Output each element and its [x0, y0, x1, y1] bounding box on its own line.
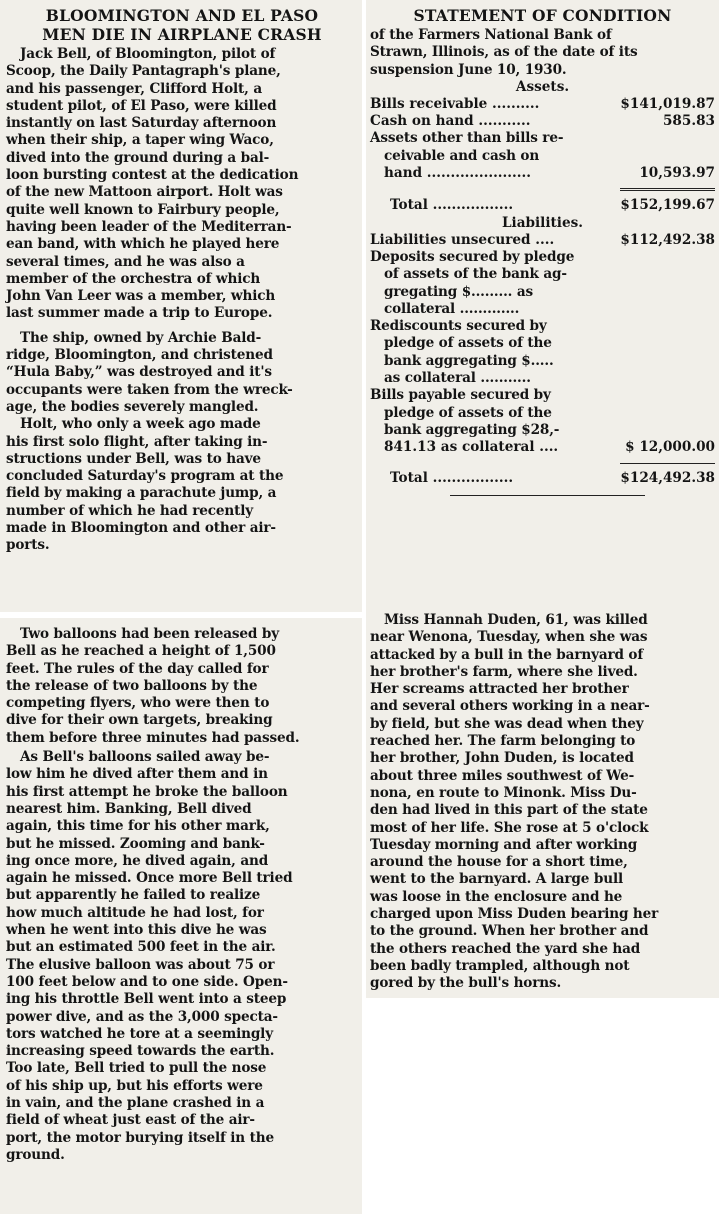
text-line: and several others working in a near-	[370, 698, 650, 715]
text-line: Bills payable secured by	[370, 387, 551, 404]
text-line: quite well known to Fairbury people,	[6, 201, 280, 218]
text-line: his first solo flight, after taking in-	[6, 433, 268, 450]
text-line: the release of two balloons by the	[6, 677, 258, 694]
liability-label: Liabilities unsecured ....	[370, 231, 555, 248]
paragraph	[6, 330, 358, 416]
text-line: bank aggregating $.....	[384, 352, 554, 369]
paragraph	[6, 46, 358, 323]
text-line: student pilot, of El Paso, were killed	[6, 97, 277, 114]
text-line: ports.	[6, 537, 50, 554]
text-line: Miss Hannah Duden, 61, was killed	[384, 612, 648, 628]
bank-statement	[366, 0, 719, 608]
text-line: ing once more, he dived again, and	[6, 852, 269, 869]
text-line: concluded Saturday's program at the	[6, 468, 284, 485]
text-line: but apparently he failed to realize	[6, 887, 261, 904]
rediscounts-entry	[370, 318, 715, 387]
paragraph	[6, 626, 358, 747]
text-line: and his passenger, Clifford Holt, a	[6, 80, 262, 97]
total-amount: $124,492.38	[620, 469, 715, 486]
text-line: Her screams attracted her brother	[370, 681, 629, 698]
article-airplane-crash-continued	[0, 618, 362, 1214]
liability-amount: $112,492.38	[620, 231, 715, 248]
text-line: structions under Bell, was to have	[6, 450, 261, 467]
text-line: Too late, Bell tried to pull the nose	[6, 1060, 267, 1077]
paragraph	[6, 749, 358, 1164]
total-label: Total .................	[390, 469, 514, 486]
section-rule	[450, 495, 645, 496]
text-line: The elusive balloon was about 75 or	[6, 956, 275, 973]
text-line: field by making a parachute jump, a	[6, 485, 277, 502]
text-line: number of which he had recently	[6, 502, 253, 519]
text-line: 100 feet below and to one side. Open-	[6, 973, 288, 990]
headline	[6, 6, 358, 44]
text-line: having been leader of the Mediterran-	[6, 218, 292, 235]
paragraph	[370, 612, 715, 993]
liabilities-heading: Liabilities.	[501, 214, 583, 231]
text-line: several times, and he was also a	[6, 253, 245, 270]
text-line: bank aggregating $28,-	[384, 421, 560, 438]
text-line: gored by the bull's horns.	[370, 975, 562, 992]
text-line: near Wenona, Tuesday, when she was	[370, 629, 648, 646]
text-line: them before three minutes had passed.	[6, 729, 300, 746]
text-line: last summer made a trip to Europe.	[6, 305, 273, 322]
text-line: member of the orchestra of which	[6, 270, 261, 287]
asset-amount: $141,019.87	[620, 95, 715, 112]
text-line: been badly trampled, although not	[370, 957, 630, 974]
text-line: by field, but she was dead when they	[370, 715, 644, 732]
text-line: ing his throttle Bell went into a steep	[6, 991, 287, 1008]
text-line: pledge of assets of the	[384, 404, 552, 421]
total-rule	[620, 463, 715, 464]
text-line: ridge, Bloomington, and christened	[6, 347, 273, 364]
text-line: loon bursting contest at the dedication	[6, 167, 299, 184]
asset-row	[370, 165, 715, 182]
total-rule	[620, 188, 715, 191]
text-line: nona, en route to Minonk. Miss Du-	[370, 784, 637, 801]
text-line: again he missed. Once more Bell tried	[6, 870, 293, 887]
total-label: Total .................	[390, 197, 514, 214]
text-line: of the new Mattoon airport. Holt was	[6, 184, 283, 201]
text-line: his first attempt he broke the balloon	[6, 783, 288, 800]
asset-amount: 10,593.97	[639, 165, 715, 182]
text-line: Jack Bell, of Bloomington, pilot of	[20, 46, 276, 62]
text-line: Deposits secured by pledge	[370, 248, 575, 265]
text-line: the others reached the yard she had	[370, 940, 641, 957]
text-line: dived into the ground during a bal-	[6, 149, 270, 166]
assets-total-row	[370, 197, 715, 214]
text-line: when their ship, a taper wing Waco,	[6, 132, 274, 149]
asset-label: hand ......................	[384, 165, 531, 182]
text-line: Assets other than bills re-	[370, 130, 564, 147]
text-line: when he went into this dive he was	[6, 922, 267, 939]
text-line: collateral .............	[384, 300, 520, 317]
text-line: but an estimated 500 feet in the air.	[6, 939, 276, 956]
text-line: reached her. The farm belonging to	[370, 733, 636, 750]
text-line: about three miles southwest of We-	[370, 767, 635, 784]
article-airplane-crash	[0, 0, 362, 612]
liability-amount: $ 12,000.00	[625, 439, 715, 456]
article-bull-attack	[366, 608, 719, 998]
text-line: again, this time for his other mark,	[6, 818, 270, 835]
text-line: Tuesday morning and after working	[370, 836, 638, 853]
text-line: went to the barnyard. A large bull	[370, 871, 623, 888]
text-line: how much altitude he had lost, for	[6, 904, 264, 921]
liability-row	[370, 232, 715, 249]
text-line: instantly on last Saturday afternoon	[6, 115, 277, 132]
text-line: Rediscounts secured by	[370, 318, 547, 335]
text-line: of the Farmers National Bank of	[370, 27, 612, 43]
text-line: as collateral ...........	[384, 370, 531, 387]
statement-headline: STATEMENT OF CONDITION	[413, 6, 672, 25]
text-line: Bell as he reached a height of 1,500	[6, 643, 276, 660]
liabilities-total-row	[370, 470, 715, 487]
text-line: The ship, owned by Archie Bald-	[20, 329, 262, 346]
text-line: to the ground. When her brother and	[370, 923, 649, 940]
text-line: “Hula Baby,” was destroyed and it's	[6, 364, 272, 381]
text-line: her brother's farm, where she lived.	[370, 663, 638, 680]
liability-row	[370, 439, 715, 456]
asset-other	[370, 130, 715, 165]
asset-label: Cash on hand ...........	[370, 113, 531, 130]
text-line: den had lived in this part of the state	[370, 802, 648, 819]
text-line: Scoop, the Daily Pantagraph's plane,	[6, 63, 281, 80]
text-line: John Van Leer was a member, which	[6, 288, 276, 305]
text-line: dive for their own targets, breaking	[6, 712, 273, 729]
total-amount: $152,199.67	[620, 197, 715, 214]
text-line: most of her life. She rose at 5 o'clock	[370, 819, 649, 836]
asset-row	[370, 113, 715, 130]
text-line: low him he dived after them and in	[6, 766, 268, 783]
text-line: As Bell's balloons sailed away be-	[20, 749, 270, 766]
text-line: ceivable and cash on	[384, 147, 540, 164]
statement-intro	[370, 27, 715, 79]
text-line: competing flyers, who were then to	[6, 695, 270, 712]
assets-heading: Assets.	[515, 78, 570, 95]
text-line: nearest him. Banking, Bell dived	[6, 800, 252, 817]
text-line: increasing speed towards the earth.	[6, 1043, 275, 1060]
text-line: of assets of the bank ag-	[384, 266, 567, 283]
text-line: ean band, with which he played here	[6, 236, 280, 253]
text-line: Strawn, Illinois, as of the date of its	[370, 44, 638, 61]
text-line: tors watched he tore at a seemingly	[6, 1025, 273, 1042]
headline-line: BLOOMINGTON AND EL PASO	[45, 6, 319, 25]
text-line: gregating $......... as	[384, 283, 533, 300]
text-line: was loose in the enclosure and he	[370, 888, 623, 905]
text-line: attacked by a bull in the barnyard of	[370, 646, 644, 663]
text-line: made in Bloomington and other air-	[6, 520, 276, 537]
paragraph	[6, 416, 358, 554]
text-line: pledge of assets of the	[384, 335, 552, 352]
bills-payable-entry	[370, 387, 715, 439]
text-line: occupants were taken from the wreck-	[6, 381, 293, 398]
text-line: field of wheat just east of the air-	[6, 1112, 255, 1129]
text-line: of his ship up, but his efforts were	[6, 1077, 263, 1094]
asset-amount: 585.83	[662, 113, 715, 130]
asset-row	[370, 96, 715, 113]
deposits-entry	[370, 249, 715, 318]
headline-line: MEN DIE IN AIRPLANE CRASH	[42, 25, 322, 44]
text-line: suspension June 10, 1930.	[370, 61, 567, 78]
text-line: ground.	[6, 1146, 65, 1163]
text-line: around the house for a short time,	[370, 854, 628, 871]
text-line: her brother, John Duden, is located	[370, 750, 634, 767]
text-line: charged upon Miss Duden bearing her	[370, 906, 659, 923]
text-line: age, the bodies severely mangled.	[6, 398, 259, 415]
text-line: port, the motor burying itself in the	[6, 1129, 274, 1146]
text-line: but he missed. Zooming and bank-	[6, 835, 265, 852]
text-line: Holt, who only a week ago made	[20, 416, 261, 433]
text-line: power dive, and as the 3,000 specta-	[6, 1008, 278, 1025]
text-line: feet. The rules of the day called for	[6, 660, 269, 677]
text-line: in vain, and the plane crashed in a	[6, 1095, 265, 1112]
liability-label: 841.13 as collateral ....	[384, 439, 559, 456]
text-line: Two balloons had been released by	[20, 626, 279, 642]
asset-label: Bills receivable ..........	[370, 95, 540, 112]
